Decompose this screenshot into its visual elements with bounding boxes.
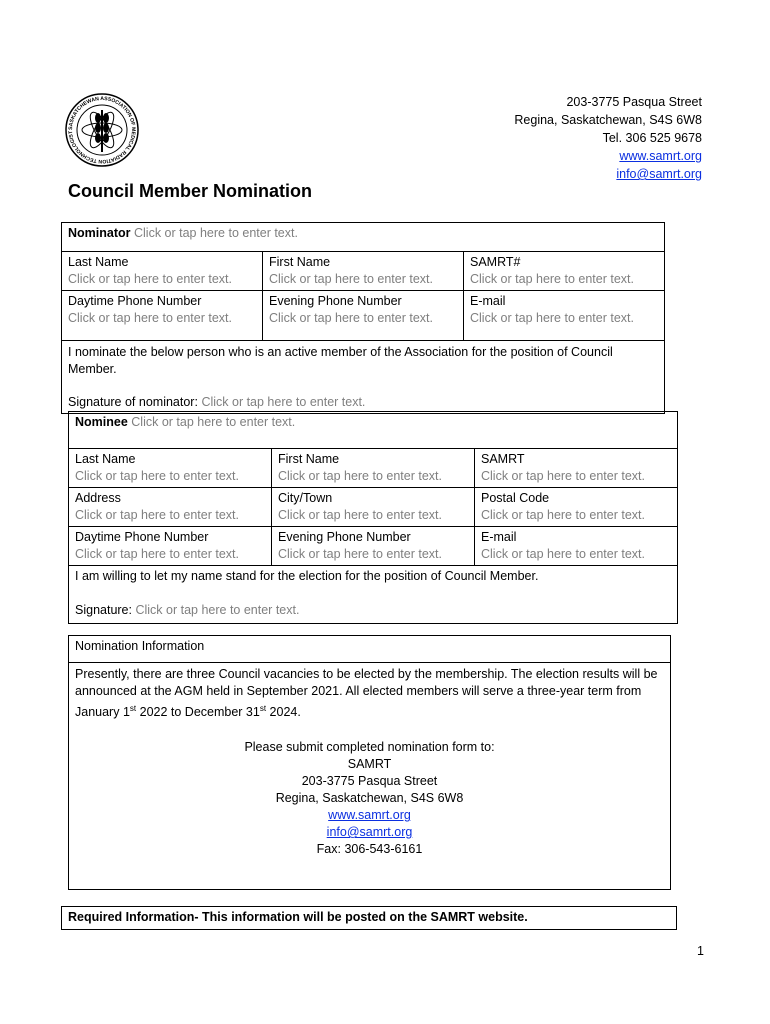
nominee-eve-phone-cell	[272, 527, 475, 566]
nominee-first-name-input[interactable]: Click or tap here to enter text.	[278, 469, 442, 483]
info-paragraph-part-a: Presently, there are three Council vacancies to be elected by the membership. The election results will be announced at the AGM held in September 2021. All elected members will serve a three-year term from January 1	[75, 667, 658, 720]
nominee-eve-phone-input[interactable]: Click or tap here to enter text.	[278, 547, 442, 561]
info-sup-1: st	[129, 704, 137, 713]
info-paragraph	[75, 666, 664, 721]
nominator-samrt-cell	[464, 252, 665, 291]
nominee-signature-label: Signature:	[75, 603, 132, 617]
nominator-first-name-label: First Name	[269, 255, 331, 269]
nominee-postal-input[interactable]: Click or tap here to enter text.	[481, 508, 645, 522]
nominee-heading: Nominee	[75, 415, 128, 429]
nomination-info-table	[68, 635, 671, 890]
nominator-table	[61, 222, 665, 414]
page-number: 1	[697, 944, 704, 958]
nominator-row	[62, 223, 665, 252]
submit-fax: Fax: 306-543-6161	[316, 842, 423, 857]
nominator-day-phone-cell	[62, 291, 263, 341]
nominee-email-input[interactable]: Click or tap here to enter text.	[481, 547, 645, 561]
nominee-signature-input[interactable]: Click or tap here to enter text.	[135, 603, 300, 617]
nominator-statement-cell	[62, 341, 665, 414]
submit-website-link[interactable]: www.samrt.org	[328, 808, 411, 823]
info-heading: Nomination Information	[75, 639, 205, 653]
nominator-last-name-cell	[62, 252, 263, 291]
nominee-first-name-cell	[272, 449, 475, 488]
required-info-table	[61, 906, 677, 930]
nominee-last-name-label: Last Name	[75, 452, 136, 466]
nominator-eve-phone-cell	[263, 291, 464, 341]
nominee-samrt-input[interactable]: Click or tap here to enter text.	[481, 469, 645, 483]
nominee-city-input[interactable]: Click or tap here to enter text.	[278, 508, 442, 522]
nominee-eve-phone-label: Evening Phone Number	[278, 530, 411, 544]
nominator-first-name-cell	[263, 252, 464, 291]
nominator-signature-label: Signature of nominator:	[68, 395, 198, 409]
nominee-address-input[interactable]: Click or tap here to enter text.	[75, 508, 239, 522]
nominee-row	[69, 412, 678, 449]
organization-address	[514, 93, 702, 183]
nominator-last-name-input[interactable]: Click or tap here to enter text.	[68, 272, 232, 286]
address-city: Regina, Saskatchewan, S4S 6W8	[514, 113, 702, 127]
nominee-day-phone-label: Daytime Phone Number	[75, 530, 209, 544]
nominee-day-phone-input[interactable]: Click or tap here to enter text.	[75, 547, 239, 561]
nominee-address-label: Address	[75, 491, 121, 505]
submit-email-link[interactable]: info@samrt.org	[326, 825, 413, 840]
nominee-samrt-cell	[475, 449, 678, 488]
nominee-city-label: City/Town	[278, 491, 333, 505]
nominee-last-name-input[interactable]: Click or tap here to enter text.	[75, 469, 239, 483]
nominee-postal-cell	[475, 488, 678, 527]
nominator-first-name-input[interactable]: Click or tap here to enter text.	[269, 272, 433, 286]
nominee-table	[68, 411, 678, 624]
info-sup-2: st	[259, 704, 267, 713]
page-title: Council Member Nomination	[68, 181, 313, 201]
nominator-statement: I nominate the below person who is an active member of the Association for the position of Council Member.	[68, 345, 613, 376]
nominee-address-cell	[69, 488, 272, 527]
nominee-statement: I am willing to let my name stand for the election for the position of Council Member.	[75, 569, 539, 583]
nominator-eve-phone-input[interactable]: Click or tap here to enter text.	[269, 311, 433, 325]
nominee-city-cell	[272, 488, 475, 527]
nominator-signature-input[interactable]: Click or tap here to enter text.	[201, 395, 366, 409]
nominee-first-name-label: First Name	[278, 452, 340, 466]
nominee-samrt-label: SAMRT	[481, 452, 525, 466]
submit-street: 203-3775 Pasqua Street	[301, 774, 438, 789]
required-info-note: Required Information- This information will be posted on the SAMRT website.	[62, 907, 677, 930]
info-body-cell	[69, 663, 671, 890]
nominator-eve-phone-label: Evening Phone Number	[269, 294, 402, 308]
info-heading-cell	[69, 636, 671, 663]
nominator-day-phone-input[interactable]: Click or tap here to enter text.	[68, 311, 232, 325]
submit-instruction: Please submit completed nomination form to:	[244, 740, 495, 755]
website-link[interactable]: www.samrt.org	[619, 149, 702, 163]
email-link[interactable]: info@samrt.org	[616, 167, 702, 181]
nominator-samrt-label: SAMRT#	[470, 255, 521, 269]
info-paragraph-part-c: 2024.	[266, 705, 301, 720]
submit-city: Regina, Saskatchewan, S4S 6W8	[275, 791, 464, 806]
nominator-name-input[interactable]: Click or tap here to enter text.	[133, 226, 298, 240]
nominator-heading: Nominator	[68, 226, 131, 240]
nominee-statement-cell	[69, 566, 678, 624]
info-paragraph-part-b: 2022 to December 31	[136, 705, 260, 720]
nominator-samrt-input[interactable]: Click or tap here to enter text.	[470, 272, 634, 286]
nominator-day-phone-label: Daytime Phone Number	[68, 294, 202, 308]
nominee-email-cell	[475, 527, 678, 566]
nominator-email-cell	[464, 291, 665, 341]
nominee-postal-label: Postal Code	[481, 491, 550, 505]
address-phone: Tel. 306 525 9678	[602, 131, 702, 145]
nominee-email-label: E-mail	[481, 530, 517, 544]
nominee-day-phone-cell	[69, 527, 272, 566]
nominator-email-label: E-mail	[470, 294, 506, 308]
nominee-last-name-cell	[69, 449, 272, 488]
nominator-email-input[interactable]: Click or tap here to enter text.	[470, 311, 634, 325]
submission-address-block	[75, 739, 664, 858]
address-street: 203-3775 Pasqua Street	[566, 95, 702, 109]
svg-text:SASKATCHEWAN ASSOCIATION OF ME: SASKATCHEWAN ASSOCIATION OF MEDICAL RADIATION TECHNOLOGIST	[67, 95, 137, 165]
association-logo	[64, 92, 140, 168]
submit-org: SAMRT	[347, 757, 392, 772]
nominator-last-name-label: Last Name	[68, 255, 129, 269]
nominee-name-input[interactable]: Click or tap here to enter text.	[131, 415, 296, 429]
